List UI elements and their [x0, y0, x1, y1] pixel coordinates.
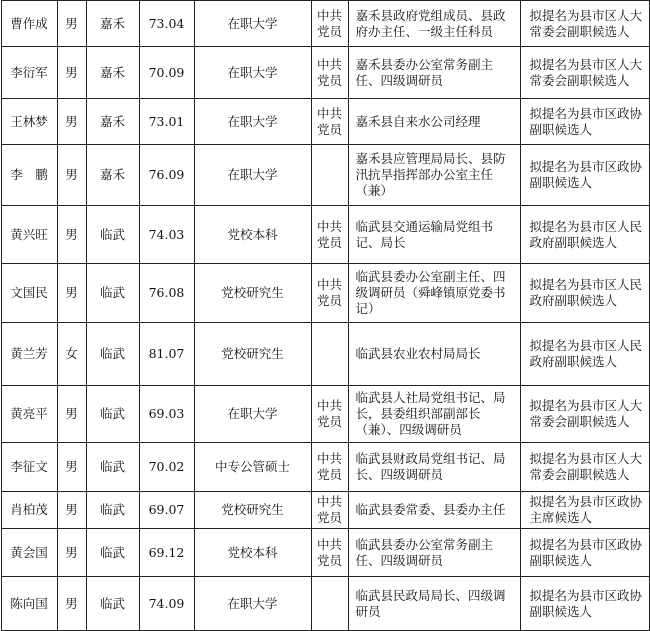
education-cell: 党校研究生: [194, 264, 311, 323]
score-cell: 69.07: [139, 492, 194, 529]
table-body: [1, 1, 649, 631]
proposed-position-cell: 拟提名为县市区政协副职候选人: [520, 529, 649, 577]
gender-cell: 男: [57, 529, 86, 577]
education-cell: 在职大学: [194, 386, 311, 443]
gender-cell: 男: [57, 47, 86, 99]
gender-cell: 男: [57, 492, 86, 529]
score-cell: 81.07: [139, 323, 194, 386]
education-cell: 在职大学: [194, 1, 311, 47]
table-row: [1, 323, 649, 386]
gender-cell: 男: [57, 386, 86, 443]
proposed-position-cell: 拟提名为县市区人大常委会副职候选人: [520, 1, 649, 47]
score-cell: 73.01: [139, 99, 194, 145]
score-cell: 70.02: [139, 443, 194, 492]
table-row: [1, 492, 649, 529]
table-row: [1, 386, 649, 443]
current-job-cell: 临武县财政局党组书记、局长、四级调研员: [348, 443, 520, 492]
score-cell: 74.09: [139, 577, 194, 631]
education-cell: 党校本科: [194, 206, 311, 264]
proposed-position-cell: 拟提名为县市区政协副职候选人: [520, 99, 649, 145]
current-job-cell: 临武县农业农村局局长: [348, 323, 520, 386]
name-cell: 黄会国: [1, 529, 57, 577]
education-cell: 党校研究生: [194, 323, 311, 386]
proposed-position-cell: 拟提名为县市区人大常委会副职候选人: [520, 443, 649, 492]
education-cell: 党校研究生: [194, 492, 311, 529]
party-cell: 中共党员: [311, 47, 348, 99]
gender-cell: 男: [57, 99, 86, 145]
education-cell: 在职大学: [194, 145, 311, 206]
name-cell: 王林梦: [1, 99, 57, 145]
origin-cell: 临武: [86, 577, 139, 631]
table-row: [1, 529, 649, 577]
origin-cell: 临武: [86, 386, 139, 443]
name-cell: 曹作成: [1, 1, 57, 47]
name-cell: 李 鹏: [1, 145, 57, 206]
party-cell: 中共党员: [311, 1, 348, 47]
origin-cell: 临武: [86, 443, 139, 492]
party-cell: 中共党员: [311, 264, 348, 323]
origin-cell: 临武: [86, 264, 139, 323]
name-cell: 陈向国: [1, 577, 57, 631]
score-cell: 70.09: [139, 47, 194, 99]
proposed-position-cell: 拟提名为县市区政协主席候选人: [520, 492, 649, 529]
score-cell: 69.12: [139, 529, 194, 577]
origin-cell: 临武: [86, 492, 139, 529]
education-cell: 党校本科: [194, 529, 311, 577]
gender-cell: 女: [57, 323, 86, 386]
candidate-table: [1, 0, 650, 631]
table-row: [1, 206, 649, 264]
proposed-position-cell: 拟提名为县市区人民政府副职候选人: [520, 264, 649, 323]
score-cell: 74.03: [139, 206, 194, 264]
gender-cell: 男: [57, 443, 86, 492]
proposed-position-cell: 拟提名为县市区政协副职候选人: [520, 145, 649, 206]
education-cell: 在职大学: [194, 577, 311, 631]
table-row: [1, 47, 649, 99]
current-job-cell: 临武县委常委、县委办主任: [348, 492, 520, 529]
origin-cell: 嘉禾: [86, 47, 139, 99]
party-cell: 中共党员: [311, 386, 348, 443]
party-cell: [311, 145, 348, 206]
gender-cell: 男: [57, 577, 86, 631]
proposed-position-cell: 拟提名为县市区人大常委会副职候选人: [520, 386, 649, 443]
origin-cell: 临武: [86, 529, 139, 577]
gender-cell: 男: [57, 1, 86, 47]
gender-cell: 男: [57, 264, 86, 323]
score-cell: 76.09: [139, 145, 194, 206]
proposed-position-cell: 拟提名为县市区人民政府副职候选人: [520, 323, 649, 386]
name-cell: 文国民: [1, 264, 57, 323]
current-job-cell: 嘉禾县自来水公司经理: [348, 99, 520, 145]
table-row: [1, 145, 649, 206]
current-job-cell: 临武县委办公室常务副主任、四级调研员: [348, 529, 520, 577]
gender-cell: 男: [57, 145, 86, 206]
party-cell: 中共党员: [311, 492, 348, 529]
table-row: [1, 577, 649, 631]
education-cell: 在职大学: [194, 47, 311, 99]
party-cell: 中共党员: [311, 529, 348, 577]
origin-cell: 嘉禾: [86, 1, 139, 47]
score-cell: 73.04: [139, 1, 194, 47]
name-cell: 李征文: [1, 443, 57, 492]
education-cell: 在职大学: [194, 99, 311, 145]
current-job-cell: 临武县交通运输局党组书记、局长: [348, 206, 520, 264]
current-job-cell: 嘉禾县应管理局局长、县防汛抗旱指挥部办公室主任（兼）: [348, 145, 520, 206]
name-cell: 黄亮平: [1, 386, 57, 443]
gender-cell: 男: [57, 206, 86, 264]
table-row: [1, 99, 649, 145]
name-cell: 李衍军: [1, 47, 57, 99]
score-cell: 69.03: [139, 386, 194, 443]
origin-cell: 嘉禾: [86, 145, 139, 206]
party-cell: [311, 577, 348, 631]
proposed-position-cell: 拟提名为县市区政协副职候选人: [520, 577, 649, 631]
party-cell: [311, 323, 348, 386]
table-row: [1, 1, 649, 47]
current-job-cell: 临武县人社局党组书记、局长，县委组织部副部长（兼）、四级调研员: [348, 386, 520, 443]
proposed-position-cell: 拟提名为县市区人大常委会副职候选人: [520, 47, 649, 99]
party-cell: 中共党员: [311, 206, 348, 264]
origin-cell: 嘉禾: [86, 99, 139, 145]
current-job-cell: 临武县委办公室副主任、四级调研员（舜峰镇原党委书记）: [348, 264, 520, 323]
score-cell: 76.08: [139, 264, 194, 323]
current-job-cell: 嘉禾县委办公室常务副主任、四级调研员: [348, 47, 520, 99]
table-row: [1, 264, 649, 323]
party-cell: 中共党员: [311, 443, 348, 492]
name-cell: 黄兰芳: [1, 323, 57, 386]
current-job-cell: 临武县民政局局长、四级调研员: [348, 577, 520, 631]
proposed-position-cell: 拟提名为县市区人民政府副职候选人: [520, 206, 649, 264]
current-job-cell: 嘉禾县政府党组成员、县政府办主任、一级主任科员: [348, 1, 520, 47]
name-cell: 肖柏茂: [1, 492, 57, 529]
origin-cell: 临武: [86, 206, 139, 264]
origin-cell: 临武: [86, 323, 139, 386]
table-row: [1, 443, 649, 492]
party-cell: 中共党员: [311, 99, 348, 145]
name-cell: 黄兴旺: [1, 206, 57, 264]
education-cell: 中专公管硕士: [194, 443, 311, 492]
